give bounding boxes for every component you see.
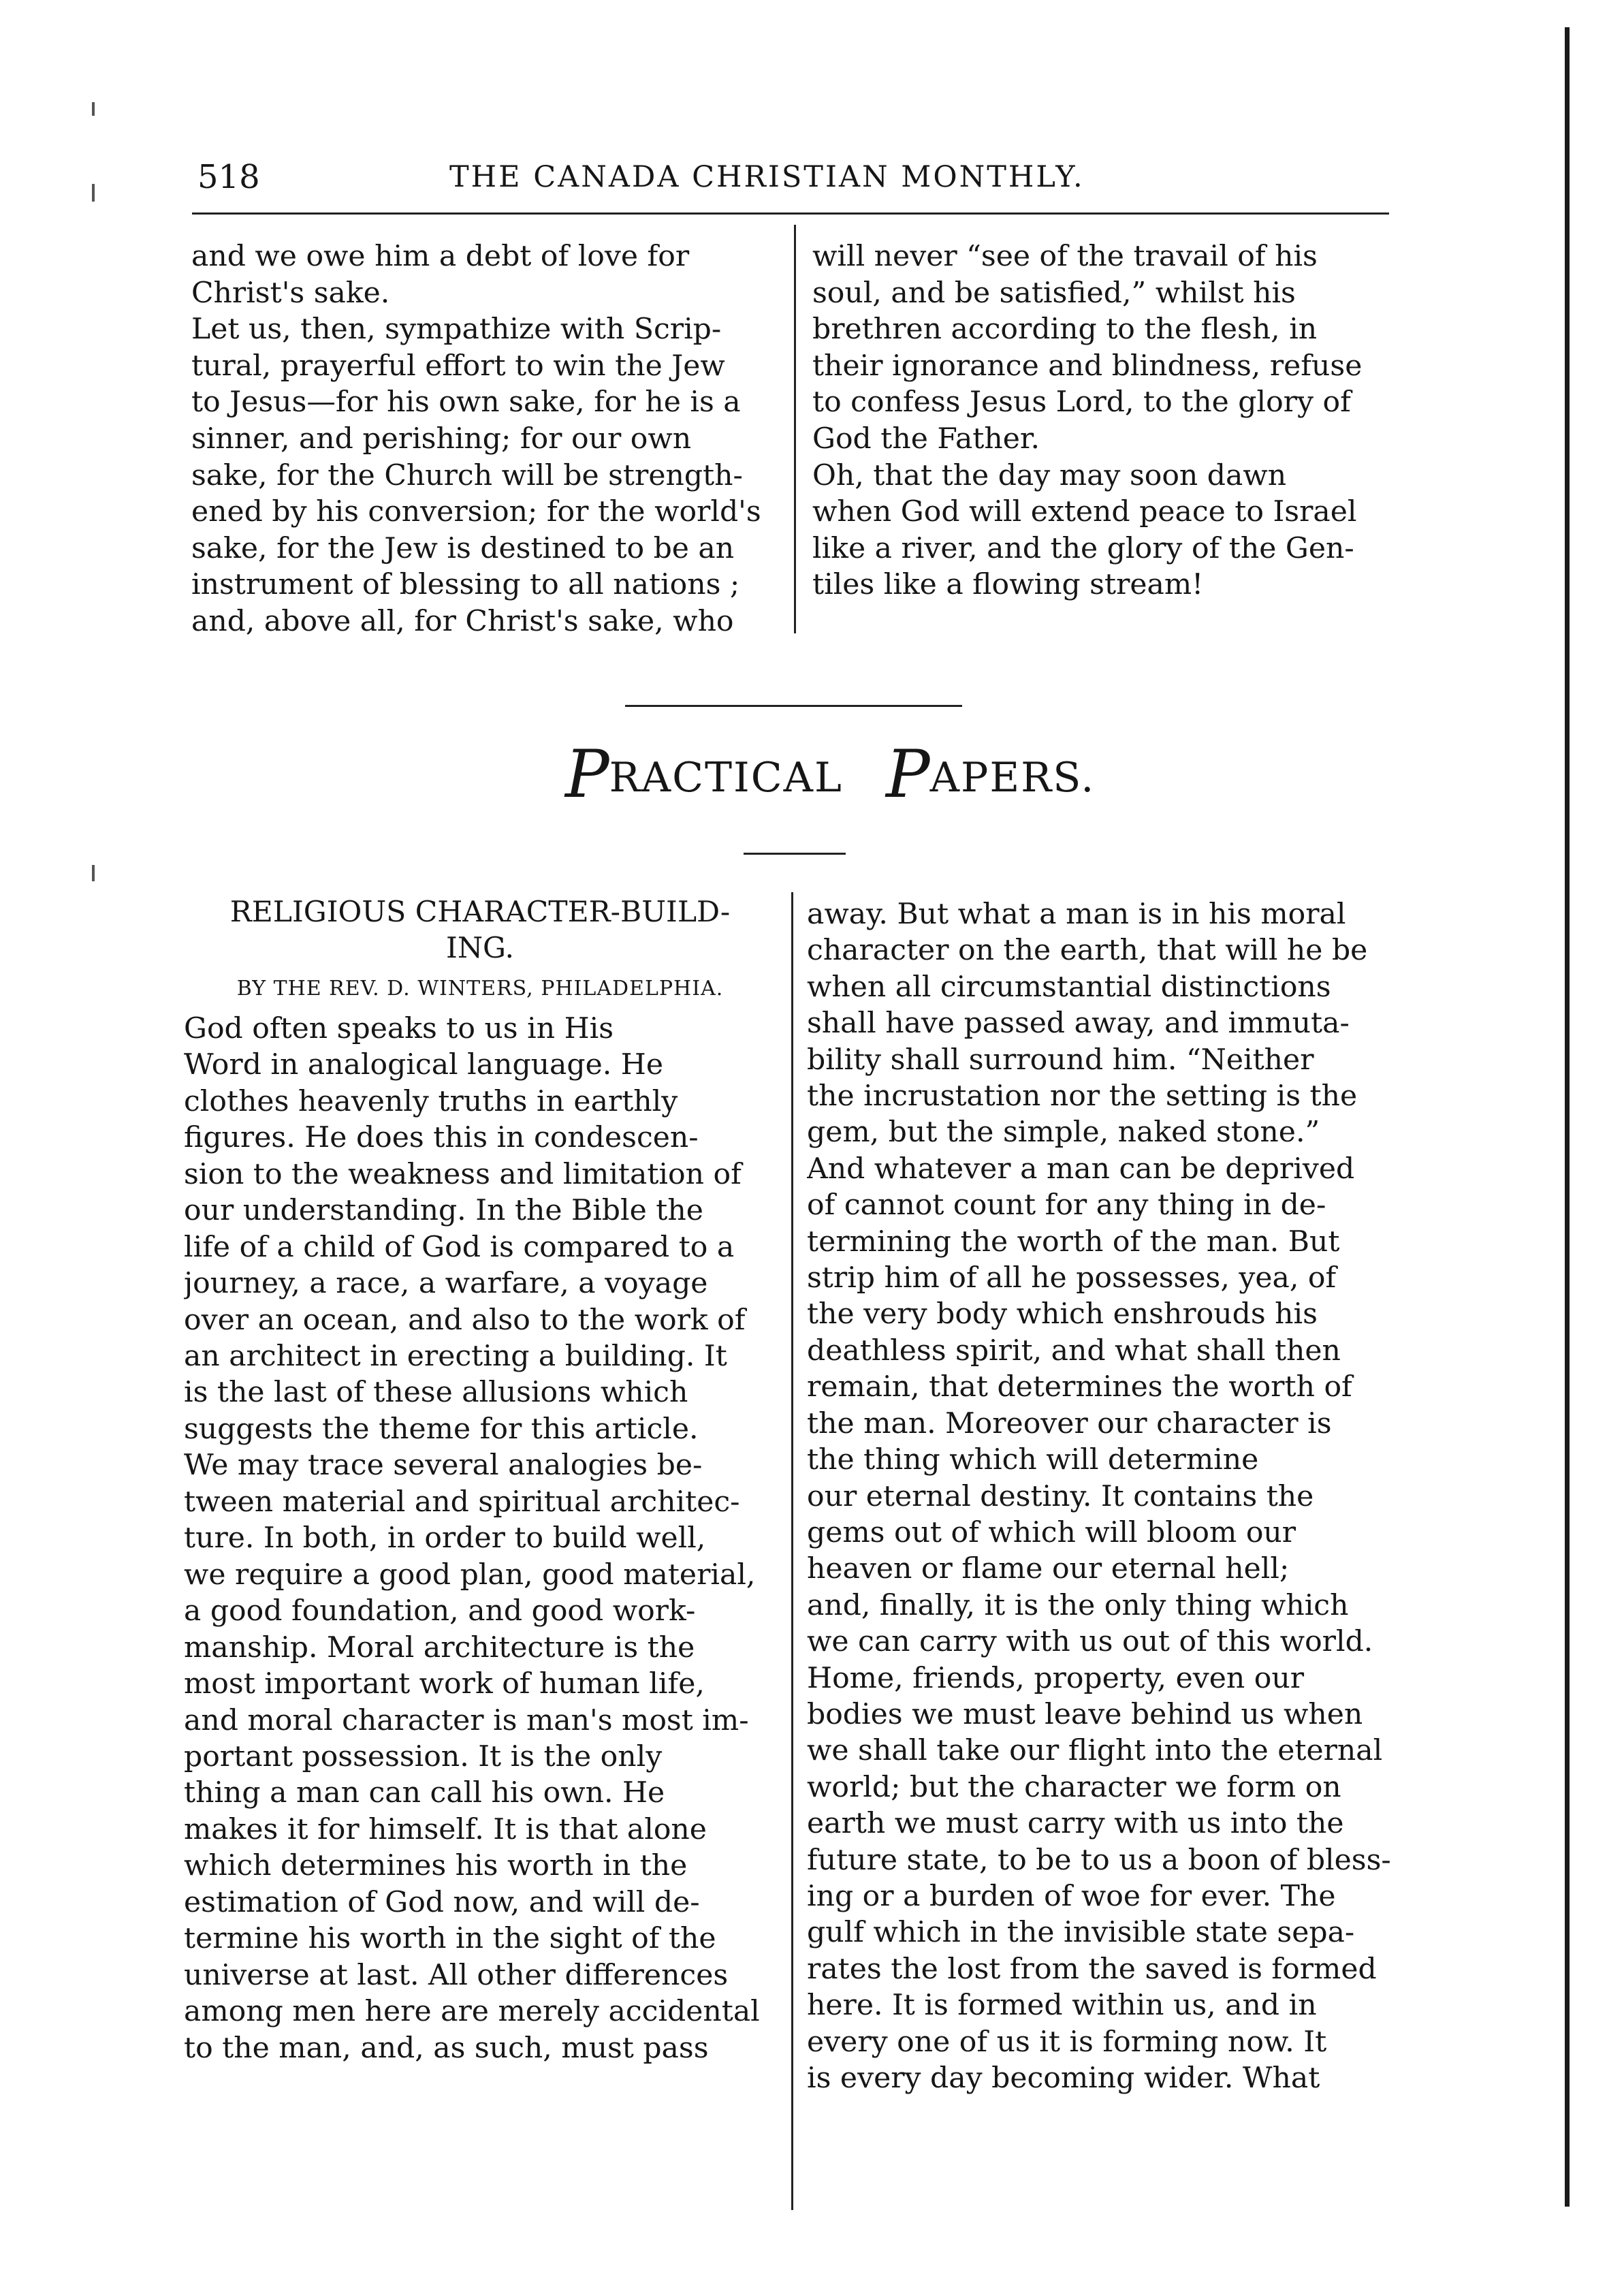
text-line: is the last of these allusions which (184, 1376, 688, 1410)
text-line: like a river, and the glory of the Gen- (812, 531, 1354, 565)
margin-speck (92, 184, 95, 202)
text-line: Oh, that the day may soon dawn (812, 458, 1287, 492)
text-line: tiles like a flowing stream! (812, 568, 1204, 602)
text-line: And whatever a man can be deprived (807, 1152, 1355, 1186)
text-line: we shall take our flight into the eternal (807, 1734, 1383, 1768)
text-line: we require a good plan, good material, (184, 1558, 756, 1592)
text-line: which determines his worth in the (184, 1849, 688, 1883)
text-line: journey, a race, a warfare, a voyage (184, 1267, 708, 1301)
text-line: sake, for the Jew is destined to be an (191, 531, 735, 565)
page-number: 518 (197, 158, 260, 196)
text-line: rates the lost from the saved is formed (807, 1952, 1377, 1986)
text-line: universe at last. All other differences (184, 1958, 729, 1992)
text-line: Home, friends, property, even our (807, 1661, 1305, 1695)
column-divider-bottom (791, 892, 793, 2210)
text-line: and, finally, it is the only thing which (807, 1588, 1349, 1622)
continued-text-left-column (191, 238, 784, 640)
text-line: sion to the weakness and limitation of (184, 1157, 742, 1191)
text-line: shall have passed away, and immuta- (807, 1007, 1350, 1041)
text-line: and, above all, for Christ's sake, who (191, 604, 734, 638)
text-line: Word in analogical language. He (184, 1048, 663, 1082)
text-line: remain, that determines the worth of (807, 1370, 1352, 1404)
text-line: brethren according to the flesh, in (812, 313, 1318, 347)
text-line: Let us, then, sympathize with Scrip- (191, 313, 722, 347)
text-line: world; but the character we form on (807, 1770, 1341, 1804)
text-line: the incrustation nor the setting is the (807, 1079, 1358, 1114)
text-line: our understanding. In the Bible the (184, 1194, 703, 1228)
text-line: gem, but the simple, naked stone.” (807, 1116, 1320, 1150)
text-line: bodies we must leave behind us when (807, 1697, 1363, 1731)
text-line: thing a man can call his own. He (184, 1776, 665, 1810)
text-line: over an ocean, and also to the work of (184, 1303, 746, 1337)
text-line: sake, for the Church will be strength- (191, 458, 743, 492)
text-line: when God will extend peace to Israel (812, 495, 1357, 529)
text-line: tural, prayerful effort to win the Jew (191, 349, 725, 383)
text-line: and moral character is man's most im- (184, 1703, 749, 1737)
text-line: the thing which will determine (807, 1443, 1259, 1477)
text-line: termine his worth in the sight of the (184, 1922, 716, 1956)
text-line: here. It is formed within us, and in (807, 1989, 1317, 2023)
text-line: suggests the theme for this article. (184, 1412, 699, 1446)
section-word: RACTICAL (609, 754, 843, 802)
article-left-column (184, 894, 783, 2066)
text-line: ened by his conversion; for the world's (191, 495, 761, 529)
text-line: to confess Jesus Lord, to the glory of (812, 385, 1351, 420)
text-line: when all circumstantial distinctions (807, 970, 1331, 1004)
column-divider-top (794, 225, 796, 633)
text-line: their ignorance and blindness, refuse (812, 349, 1363, 383)
text-line: character on the earth, that will he be (807, 934, 1368, 968)
text-line: tween material and spiritual architec- (184, 1485, 740, 1519)
text-line: to Jesus—for his own sake, for he is a (191, 385, 741, 420)
article-title: ING. (446, 932, 514, 966)
section-initial: P (565, 736, 609, 812)
text-line: We may trace several analogies be- (184, 1449, 703, 1483)
text-line: instrument of blessing to all nations ; (191, 568, 740, 602)
section-rule-lower (744, 853, 846, 855)
text-line: future state, to be to us a boon of bless- (807, 1843, 1391, 1877)
text-line: strip him of all he possesses, yea, of (807, 1261, 1337, 1295)
text-line: gulf which in the invisible state sepa- (807, 1916, 1355, 1950)
text-line: the man. Moreover our character is (807, 1406, 1332, 1440)
text-line: and we owe him a debt of love for (191, 240, 690, 273)
running-head-title: THE CANADA CHRISTIAN MONTHLY. (449, 160, 1085, 194)
text-line: an architect in erecting a building. It (184, 1339, 727, 1373)
text-line: is every day becoming wider. What (807, 2062, 1320, 2095)
text-line: a good foundation, and good work- (184, 1594, 696, 1628)
text-line: Christ's sake. (191, 276, 390, 310)
text-line: our eternal destiny. It contains the (807, 1479, 1314, 1513)
text-line: makes it for himself. It is that alone (184, 1812, 707, 1846)
text-line: gems out of which will bloom our (807, 1515, 1296, 1549)
text-line: earth we must carry with us into the (807, 1807, 1344, 1841)
section-rule-upper (625, 705, 962, 707)
text-line: sinner, and perishing; for our own (191, 422, 692, 456)
article-title: RELIGIOUS CHARACTER-BUILD- (229, 896, 731, 929)
text-line: to the man, and, as such, must pass (184, 2031, 709, 2065)
continued-text-right-column (812, 238, 1391, 603)
section-word: APERS. (929, 754, 1096, 802)
text-line: estimation of God now, and will de- (184, 1885, 700, 1919)
section-initial: P (886, 736, 930, 812)
header-rule (192, 212, 1389, 215)
text-line: figures. He does this in condescen- (184, 1121, 699, 1155)
text-line: most important work of human life, (184, 1667, 705, 1701)
margin-speck (92, 102, 95, 116)
text-line: God the Father. (812, 422, 1040, 456)
text-line: soul, and be satisfied,” whilst his (812, 276, 1296, 310)
text-line: termining the worth of the man. But (807, 1225, 1340, 1259)
text-line: of cannot count for any thing in de- (807, 1188, 1326, 1222)
text-line: the very body which enshrouds his (807, 1297, 1318, 1331)
text-line: manship. Moral architecture is the (184, 1630, 695, 1664)
text-line: life of a child of God is compared to a (184, 1230, 735, 1264)
margin-speck (92, 865, 95, 881)
text-line: away. But what a man is in his moral (807, 898, 1346, 931)
text-line: portant possession. It is the only (184, 1739, 663, 1773)
page-binding-edge (1565, 27, 1570, 2207)
article-right-column (807, 896, 1399, 2096)
article-byline: BY THE REV. D. WINTERS, PHILADELPHIA. (236, 976, 724, 1000)
section-heading (565, 736, 1096, 812)
text-line: every one of us it is forming now. It (807, 2025, 1327, 2059)
text-line: heaven or flame our eternal hell; (807, 1552, 1290, 1586)
text-line: clothes heavenly truths in earthly (184, 1084, 678, 1118)
text-line: deathless spirit, and what shall then (807, 1334, 1341, 1368)
text-line: will never “see of the travail of his (812, 240, 1318, 273)
text-line: among men here are merely accidental (184, 1995, 760, 2029)
text-line: ture. In both, in order to build well, (184, 1521, 706, 1556)
text-line: bility shall surround him. “Neither (807, 1043, 1314, 1077)
text-line: ing or a burden of woe for ever. The (807, 1879, 1336, 1913)
text-line: God often speaks to us in His (184, 1011, 614, 1045)
text-line: we can carry with us out of this world. (807, 1625, 1373, 1659)
